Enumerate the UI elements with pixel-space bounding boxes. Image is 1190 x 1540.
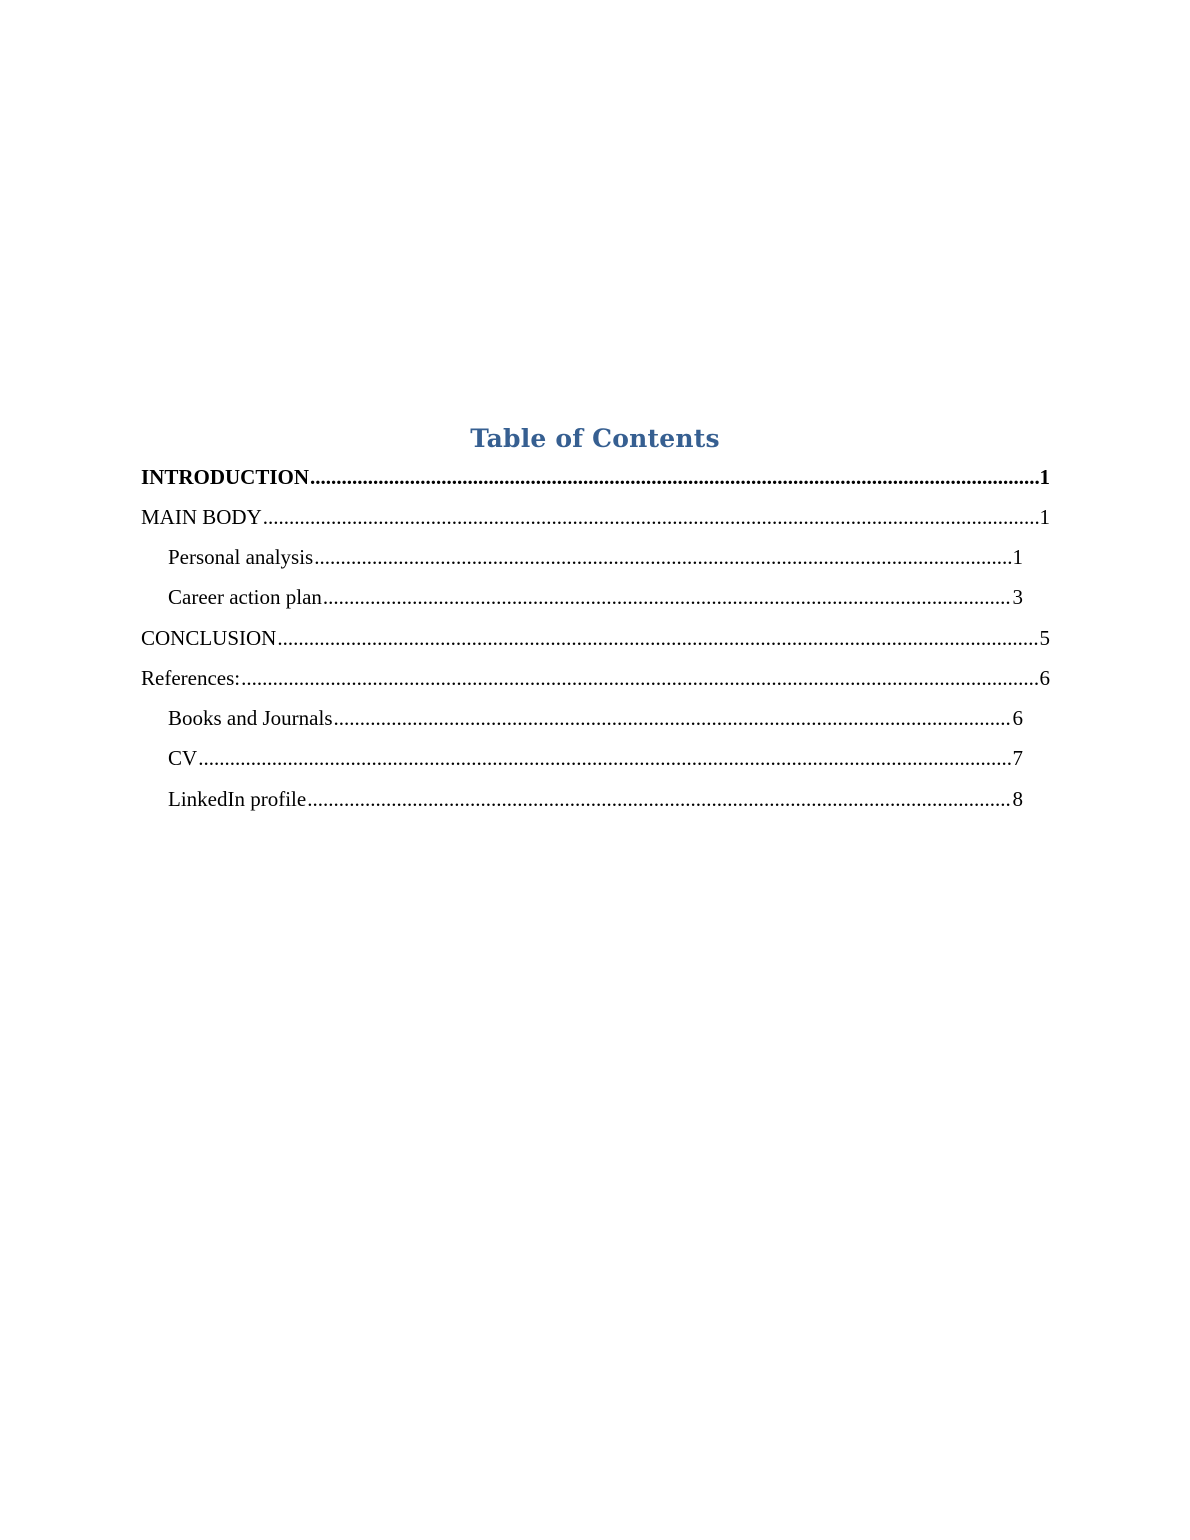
toc-entry-page: 8 xyxy=(1012,787,1023,811)
toc-entry-page: 6 xyxy=(1012,706,1023,730)
toc-entry-conclusion[interactable] xyxy=(141,623,1050,653)
toc-entry-linkedin-profile[interactable] xyxy=(168,784,1023,814)
toc-entry-personal-analysis[interactable] xyxy=(168,542,1023,572)
toc-entry-page: 1 xyxy=(1039,505,1050,529)
toc-entry-label: CONCLUSION xyxy=(141,626,277,650)
toc-entry-career-action-plan[interactable] xyxy=(168,582,1023,612)
toc-entry-page: 6 xyxy=(1039,666,1050,690)
toc-dot-leader xyxy=(277,623,1038,653)
toc-entry-label: Career action plan xyxy=(168,585,322,609)
toc-dot-leader xyxy=(241,663,1038,693)
toc-entry-page: 5 xyxy=(1039,626,1050,650)
toc-dot-leader xyxy=(310,462,1038,492)
toc-dot-leader xyxy=(307,784,1011,814)
toc-entry-introduction[interactable] xyxy=(141,462,1050,492)
toc-entry-references[interactable] xyxy=(141,663,1050,693)
toc-entry-books-and-journals[interactable] xyxy=(168,703,1023,733)
toc-entry-label: Books and Journals xyxy=(168,706,333,730)
toc-dot-leader xyxy=(334,703,1012,733)
toc-entry-main-body[interactable] xyxy=(141,502,1050,532)
toc-entry-label: MAIN BODY xyxy=(141,505,262,529)
toc-entry-cv[interactable] xyxy=(168,743,1023,773)
toc-entry-label: Personal analysis xyxy=(168,545,314,569)
toc-entry-label: LinkedIn profile xyxy=(168,787,307,811)
toc-entry-page: 1 xyxy=(1039,465,1050,489)
toc-dot-leader xyxy=(323,582,1012,612)
toc-dot-leader xyxy=(314,542,1011,572)
toc-entry-label: INTRODUCTION xyxy=(141,465,310,489)
toc-entry-label: CV xyxy=(168,746,198,770)
toc-entry-label: References: xyxy=(141,666,241,690)
toc-entry-page: 3 xyxy=(1012,585,1023,609)
toc-entry-page: 1 xyxy=(1012,545,1023,569)
toc-dot-leader xyxy=(198,743,1011,773)
toc-entry-page: 7 xyxy=(1012,746,1023,770)
toc-title: Table of Contents xyxy=(470,424,720,453)
toc-dot-leader xyxy=(263,502,1039,532)
